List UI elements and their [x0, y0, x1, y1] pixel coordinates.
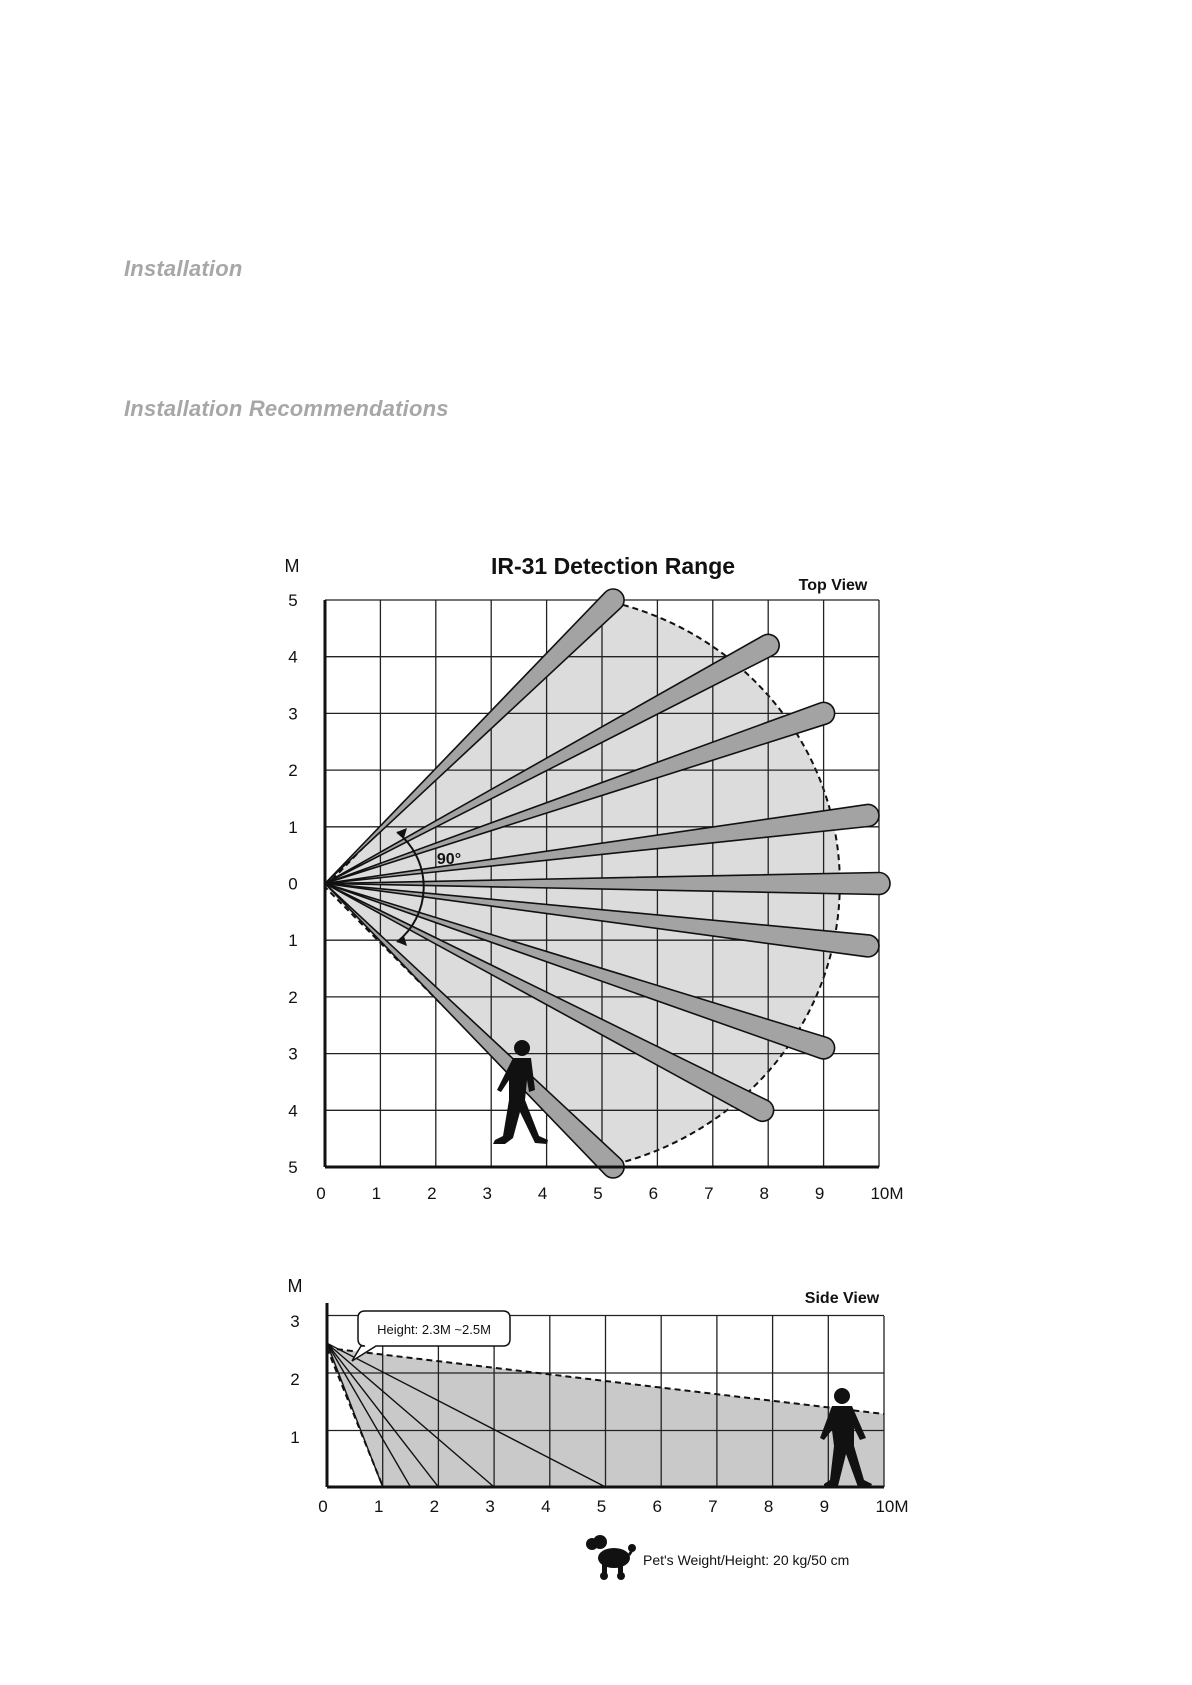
side-x-tick-label: 2: [429, 1497, 440, 1516]
top-x-tick-label: 6: [648, 1184, 659, 1203]
side-view-y-unit: M: [287, 1276, 303, 1296]
top-y-tick-label: 2: [288, 987, 298, 1007]
top-x-tick-label: 0: [316, 1184, 326, 1203]
side-view-diagram: [288, 1276, 909, 1516]
top-y-tick-label: 3: [288, 1044, 298, 1064]
pet-note: [586, 1535, 849, 1580]
top-y-tick-label: 0: [288, 874, 298, 894]
angle-label: 90°: [436, 851, 462, 868]
side-x-tick-label: 8: [763, 1497, 774, 1516]
top-y-tick-label: 5: [288, 1158, 298, 1177]
top-x-tick-label: 1: [371, 1184, 382, 1203]
top-y-tick-label: 4: [288, 1101, 298, 1121]
side-y-tick-label: 1: [290, 1428, 300, 1447]
pet-note-text: Pet's Weight/Height: 20 kg/50 cm: [643, 1552, 850, 1568]
side-y-tick-label: 2: [290, 1370, 300, 1389]
side-x-tick-label: 7: [708, 1497, 718, 1516]
top-view-label: Top View: [798, 577, 868, 594]
top-x-tick-label: 9: [814, 1184, 825, 1203]
top-y-tick-label: 4: [288, 647, 298, 667]
top-x-tick-label: 7: [704, 1184, 714, 1203]
side-y-tick-label: 3: [290, 1312, 300, 1331]
side-x-tick-label: 6: [652, 1497, 662, 1516]
top-y-tick-label: 2: [288, 761, 298, 781]
poodle-icon: [586, 1535, 636, 1580]
top-view-y-unit: M: [284, 556, 300, 576]
side-x-tick-label: 3: [485, 1497, 495, 1516]
top-x-tick-label: 8: [759, 1184, 769, 1203]
top-view-diagram: [285, 553, 904, 1203]
top-y-tick-label: 5: [288, 591, 298, 610]
side-x-tick-label: 4: [541, 1497, 551, 1516]
height-callout-text: Height: 2.3M ~2.5M: [377, 1322, 491, 1337]
top-y-tick-label: 1: [288, 931, 298, 951]
side-x-tick-label: 0: [318, 1497, 328, 1516]
top-y-tick-label: 1: [288, 817, 298, 837]
top-x-tick-label: 5: [593, 1184, 603, 1203]
side-x-tick-label: 5: [596, 1497, 607, 1516]
side-x-tick-label: 9: [819, 1497, 830, 1516]
side-x-tick-label: 1: [373, 1497, 384, 1516]
section-heading: Installation: [124, 256, 243, 281]
top-x-tick-label: 10M: [870, 1184, 904, 1203]
top-x-tick-label: 2: [427, 1184, 437, 1203]
top-x-tick-label: 4: [537, 1184, 548, 1203]
top-x-tick-label: 3: [482, 1184, 492, 1203]
subsection-heading: Installation Recommendations: [124, 396, 449, 421]
side-view-label: Side View: [804, 1290, 880, 1307]
top-y-tick-label: 3: [288, 704, 298, 724]
top-view-title: IR-31 Detection Range: [490, 553, 736, 579]
side-x-tick-label: 10M: [875, 1497, 909, 1516]
height-callout: [352, 1311, 510, 1361]
